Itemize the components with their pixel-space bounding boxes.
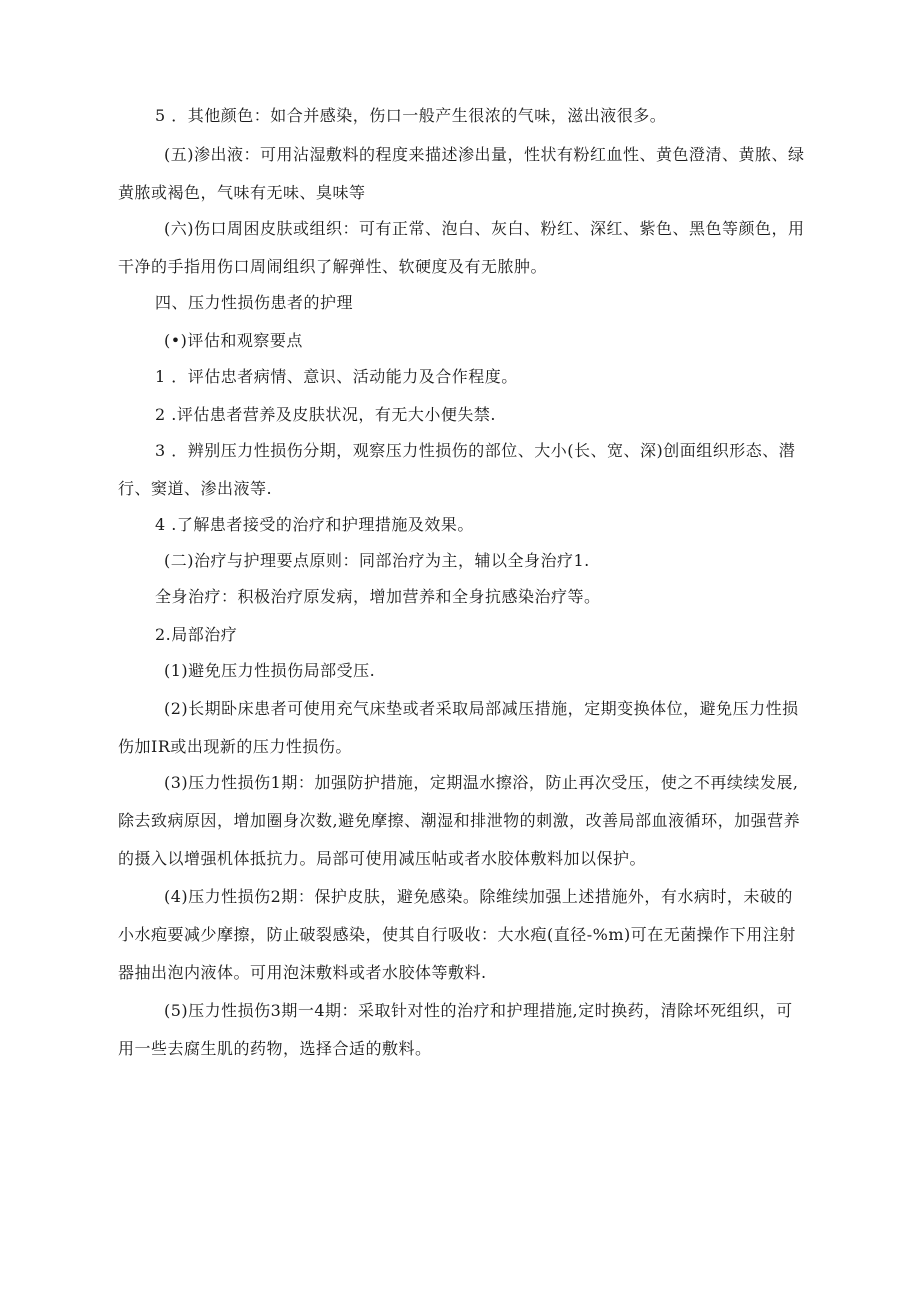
paragraph-exudate: (五)渗出液：可用沾湿敷料的程度来描述渗出量，性状有粉红血性、黄色澄清、黄脓、绿黄脓或褐色，气味有无味、臭味等 xyxy=(118,145,805,202)
list-item-identify-stage: 3 ．辨别压力性损伤分期，观察压力性损伤的部位、大小(长、宽、深)创面组织形态、潜行、窦道、渗出液等. xyxy=(118,441,796,498)
paragraph-systemic-treatment: 全身治疗：积极治疗原发病，增加营养和全身抗感染治疗等。 xyxy=(155,587,601,606)
list-item-assess-nutrition: 2 .评估患者营养及皮肤状况，有无大小便失禁. xyxy=(155,405,496,424)
list-item-understand-treatment: 4 .了解患者接受的治疗和护理措施及效果。 xyxy=(155,515,474,534)
item-bedridden-patients: (2)长期卧床患者可使用充气床垫或者采取局部减压措施，定期变换体位，避免压力性损伤加IR或出现新的压力性损伤。 xyxy=(118,699,799,756)
heading-local-treatment: 2.局部治疗 xyxy=(155,625,238,644)
subsection-heading-treatment: (二)治疗与护理要点原则：同部治疗为主，辅以全身治疗1. xyxy=(164,551,590,570)
list-item-assess-condition: 1 ．评估忠者病情、意识、活动能力及合作程度。 xyxy=(155,367,518,386)
item-stage-2: (4)压力性损伤2期：保护皮肤，避免感染。除维续加强上述措施外，有水病时，未破的小水疱要减少摩擦，防止破裂感染，使其自行吸收：大水疱(直径-%m)可在无菌操作下用注射器抽出泡内液体。可用泡沫敷料或者水胶体等敷料. xyxy=(118,887,796,982)
item-stage-1: (3)压力性损伤1期：加强防护措施，定期温水擦浴，防止再次受压，使之不再续续发展,除去致病原因，增加圈身次数,避免摩擦、潮湿和排泄物的刺激，改善局部血液循环，加强营养的摄入以增强机体抵抗力。局部可使用减压帖或者水胶体敷料加以保护。 xyxy=(118,773,801,868)
subsection-heading-assessment: (•)评估和观察要点 xyxy=(164,331,303,350)
item-avoid-pressure: (1)避免压力性损伤局部受压. xyxy=(164,661,376,680)
paragraph-surrounding-skin: (六)伤口周困皮肤或组织：可有正常、泡白、灰白、粉红、深红、紫色、黑色等颜色，用干净的手指用伤口周闹组织了解弹性、软硬度及有无脓肿。 xyxy=(118,219,805,276)
section-heading-nursing: 四、压力性损伤患者的护理 xyxy=(155,293,354,312)
item-stage-3-4: (5)压力性损伤3期一4期：采取针对性的治疗和护理措施,定时换药，清除坏死组织，可用一些去腐生肌的药物，选择合适的敷料。 xyxy=(118,1001,793,1058)
paragraph-other-colors: 5 ．其他颜色：如合并感染，伤口一般产生很浓的气味，滋出液很多。 xyxy=(155,106,667,125)
